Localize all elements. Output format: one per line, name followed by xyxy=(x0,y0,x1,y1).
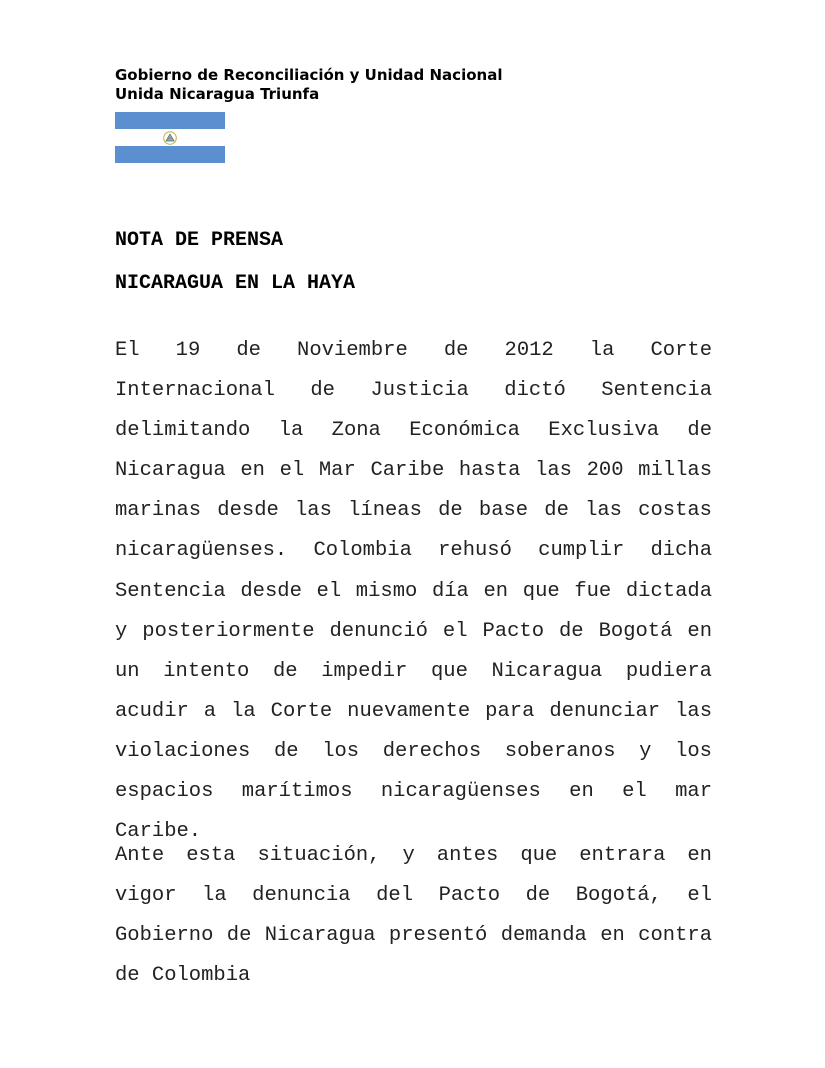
flag-top-stripe xyxy=(115,112,225,129)
flag-middle-stripe xyxy=(115,129,225,146)
flag-bottom-stripe xyxy=(115,146,225,163)
header-line-slogan: Unida Nicaragua Triunfa xyxy=(115,85,320,103)
government-header xyxy=(115,66,502,104)
nicaragua-flag-icon xyxy=(115,112,225,163)
body-paragraph-2: Ante esta situación, y antes que entrara en vigor la denuncia del Pacto de Bogotá, el Gobierno de Nicaragua presentó demanda en contra de Colombia xyxy=(115,844,712,988)
header-line-government: Gobierno de Reconciliación y Unidad Nacional xyxy=(115,66,503,84)
press-release-subtitle: NICARAGUA EN LA HAYA xyxy=(115,272,356,295)
coat-of-arms-icon xyxy=(163,131,177,145)
body-paragraph-1: El 19 de Noviembre de 2012 la Corte Internacional de Justicia dictó Sentencia delimitando la Zona Económica Exclusiva de Nicaragua en el Mar Caribe hasta las 200 millas marinas desde las líneas de base de las costas nicaragüenses. Colombia rehusó cumplir dicha Sentencia desde el mismo día en que fue dictada y posteriormente denunció el Pacto de Bogotá en un intento de impedir que Nicaragua pudiera acudir a la Corte nuevamente para denunciar las violaciones de los derechos soberanos y los espacios marítimos nicaragüenses en el mar Caribe. xyxy=(115,339,712,844)
press-release-title: NOTA DE PRENSA xyxy=(115,229,284,252)
